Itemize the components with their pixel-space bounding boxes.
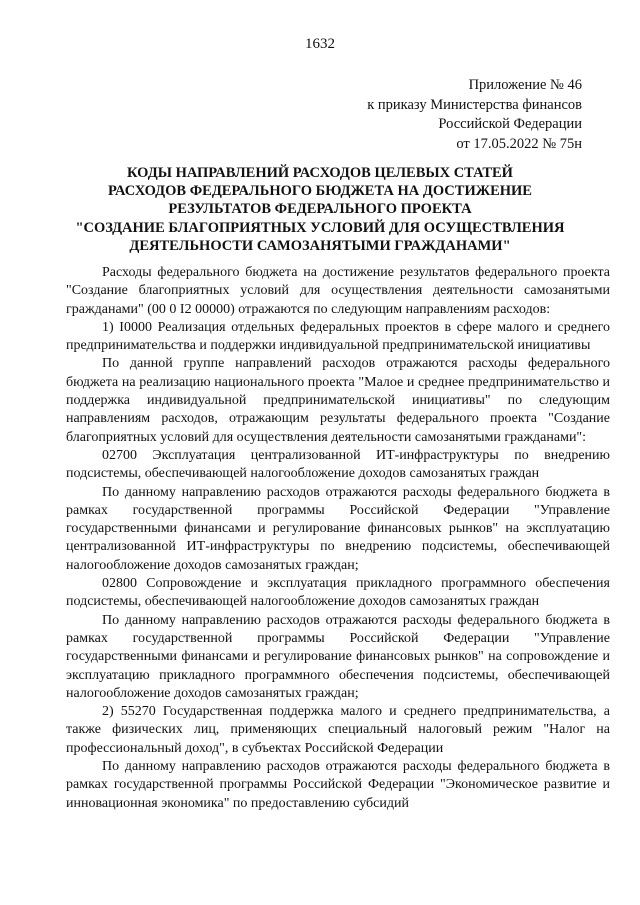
appendix-line: Российской Федерации — [438, 116, 582, 132]
appendix-line: к приказу Министерства финансов — [367, 96, 582, 113]
paragraph-code-02800: 02800 Сопровождение и эксплуатация прикладного программного обеспечения подсистемы, обеспечивающей налогообложение доходов самозанятых граждан — [66, 576, 610, 610]
page-number: 1632 — [305, 36, 335, 52]
paragraph-item-2: 2) 55270 Государственная поддержка малого и среднего предпринимательства, а также физических лиц, применяющих специальный налоговый режим "Налог на профессиональный доход", в субъектах Российской Федерации — [66, 704, 610, 756]
document-title — [70, 164, 570, 255]
title-line: РАСХОДОВ ФЕДЕРАЛЬНОГО БЮДЖЕТА НА ДОСТИЖЕНИЕ — [108, 183, 532, 200]
title-line: КОДЫ НАПРАВЛЕНИЙ РАСХОДОВ ЦЕЛЕВЫХ СТАТЕЙ — [127, 165, 513, 181]
paragraph: По данному направлению расходов отражаются расходы федерального бюджета в рамках государственной программы Российской Федерации "Экономическое развитие и инновационная экономика" по предоставлению субсидий — [66, 759, 610, 811]
paragraph: По данному направлению расходов отражаются расходы федерального бюджета в рамках государственной программы Российской Федерации "Управление государственными финансами и регулирование финансовых рынков" на сопровождение и эксплуатацию прикладного программного обеспечения подсистемы, обеспечивающей налогообложение доходов самозанятых граждан; — [66, 612, 610, 701]
title-line: РЕЗУЛЬТАТОВ ФЕДЕРАЛЬНОГО ПРОЕКТА — [168, 201, 472, 218]
paragraph-code-02700: 02700 Эксплуатация централизованной ИТ-инфраструктуры по внедрению подсистемы, обеспечивающей налогообложение доходов самозанятых граждан — [66, 447, 610, 482]
appendix-header — [352, 76, 582, 154]
title-line: "СОЗДАНИЕ БЛАГОПРИЯТНЫХ УСЛОВИЙ ДЛЯ ОСУЩЕСТВЛЕНИЯ — [75, 219, 565, 236]
appendix-line: Приложение № 46 — [468, 77, 582, 93]
title-line: ДЕЯТЕЛЬНОСТИ САМОЗАНЯТЫМИ ГРАЖДАНАМИ" — [129, 237, 511, 254]
appendix-line: от 17.05.2022 № 75н — [456, 135, 582, 152]
paragraph: По данному направлению расходов отражаются расходы федерального бюджета в рамках государственной программы Российской Федерации "Управление государственными финансами и регулирование финансовых рынков" на эксплуатацию централизованной ИТ-инфраструктуры по внедрению подсистемы, обеспечивающей налогообложение доходов самозанятых граждан; — [66, 484, 610, 573]
paragraph: По данной группе направлений расходов отражаются расходы федерального бюджета на реализацию национального проекта "Малое и среднее предпринимательство и поддержка индивидуальной предпринимательской инициативы" по следующим направлениям расходов, отражающим результаты федерального проекта "Создание благоприятных условий для осуществления деятельности самозанятыми гражданами": — [66, 356, 610, 445]
paragraph-intro: Расходы федерального бюджета на достижение результатов федерального проекта "Создание благоприятных условий для осуществления деятельности самозанятыми гражданами" (00 0 I2 00000) отражаются по следующим направлениям расходов: — [66, 265, 610, 317]
paragraph-item-1: 1) I0000 Реализация отдельных федеральных проектов в сфере малого и среднего предпринимательства и поддержки индивидуальной предпринимательской инициативы — [66, 319, 610, 354]
document-body — [66, 264, 610, 813]
